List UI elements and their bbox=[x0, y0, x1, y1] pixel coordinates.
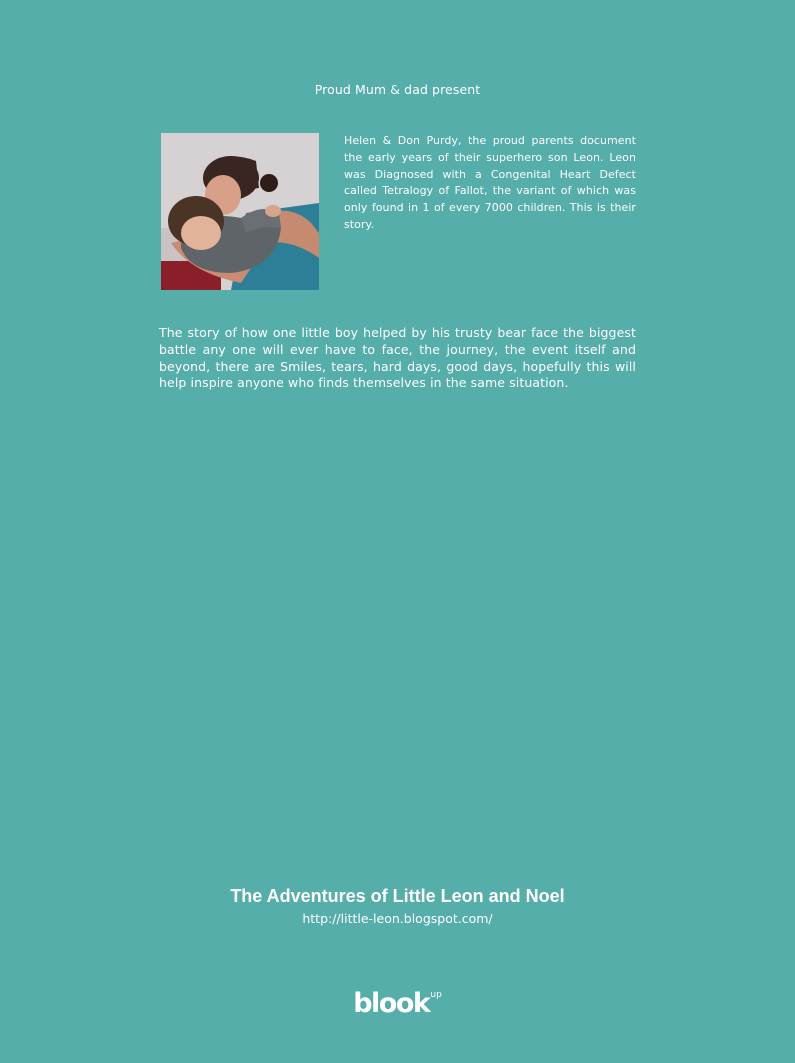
logo-word: blook bbox=[353, 988, 430, 1019]
header-line: Proud Mum & dad present bbox=[314, 82, 481, 97]
blookup-logo bbox=[0, 988, 795, 1019]
book-url[interactable]: http://little-leon.blogspot.com/ bbox=[302, 911, 493, 926]
logo-sup: up bbox=[430, 990, 442, 1000]
book-title: The Adventures of Little Leon and Noel bbox=[230, 886, 565, 906]
parent-child-photo bbox=[161, 133, 319, 290]
story-text: The story of how one little boy helped by his trusty bear face the biggest battle any one will ever have to face, the journey, the event itself and beyond, there are Smiles, tears, hard days, good days, hopefully this will help inspire anyone who finds themselves in the same situation. bbox=[159, 325, 636, 391]
bio-text: Helen & Don Purdy, the proud parents document the early years of their superhero son Leon. Leon was Diagnosed with a Congenital Heart Defect called Tetralogy of Fallot, the variant of which was only found in 1 of every 7000 children. This is their story. bbox=[344, 134, 636, 231]
